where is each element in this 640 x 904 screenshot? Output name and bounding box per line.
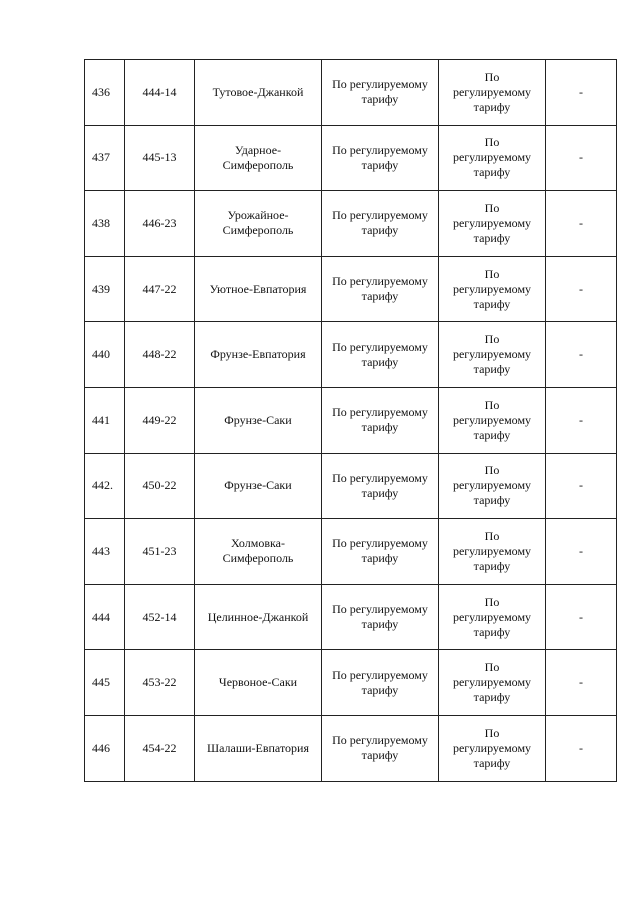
route-code-cell xyxy=(125,125,195,191)
table-row xyxy=(85,715,617,781)
note-cell-text: - xyxy=(579,675,583,690)
table-row xyxy=(85,387,617,453)
tariff-cell xyxy=(322,125,439,191)
tariff-alt-cell xyxy=(439,125,546,191)
row-number-cell xyxy=(85,650,125,716)
route-code-cell-text: 454-22 xyxy=(142,740,177,755)
note-cell xyxy=(546,322,617,388)
tariff-alt-cell xyxy=(439,191,546,257)
route-code-cell xyxy=(125,387,195,453)
route-code-cell xyxy=(125,650,195,716)
row-number-cell xyxy=(85,322,125,388)
route-name-cell xyxy=(195,519,322,585)
row-number-cell-text: 437 xyxy=(92,150,110,165)
tariff-alt-cell-text: По регулируемому тарифу xyxy=(452,200,532,245)
note-cell xyxy=(546,519,617,585)
note-cell-text: - xyxy=(579,281,583,296)
route-name-cell-text: Фрунзе-Евпатория xyxy=(210,347,306,362)
note-cell xyxy=(546,387,617,453)
row-number-cell-text: 443 xyxy=(92,543,110,558)
tariff-alt-cell xyxy=(439,322,546,388)
row-number-cell-text: 439 xyxy=(92,281,110,296)
row-number-cell xyxy=(85,519,125,585)
route-name-cell-text: Целинное-Джанкой xyxy=(207,609,309,624)
row-number-cell-text: 444 xyxy=(92,609,110,624)
routes-table-body xyxy=(85,60,617,782)
route-name-cell xyxy=(195,191,322,257)
tariff-alt-cell xyxy=(439,453,546,519)
note-cell-text: - xyxy=(579,609,583,624)
tariff-cell xyxy=(322,191,439,257)
row-number-cell xyxy=(85,584,125,650)
tariff-cell xyxy=(322,453,439,519)
row-number-cell-text: 438 xyxy=(92,215,110,230)
route-code-cell-text: 452-14 xyxy=(142,609,177,624)
route-code-cell xyxy=(125,322,195,388)
route-code-cell-text: 449-22 xyxy=(142,412,177,427)
note-cell xyxy=(546,650,617,716)
table-row xyxy=(85,191,617,257)
note-cell xyxy=(546,256,617,322)
route-code-cell-text: 450-22 xyxy=(142,478,177,493)
row-number-cell xyxy=(85,256,125,322)
tariff-cell-text: По регулируемому тарифу xyxy=(332,667,428,697)
tariff-alt-cell xyxy=(439,256,546,322)
tariff-cell-text: По регулируемому тарифу xyxy=(332,339,428,369)
note-cell xyxy=(546,60,617,126)
table-row xyxy=(85,256,617,322)
row-number-cell-text: 440 xyxy=(92,347,110,362)
tariff-cell-text: По регулируемому тарифу xyxy=(332,142,428,172)
tariff-cell-text: По регулируемому тарифу xyxy=(332,405,428,435)
row-number-cell xyxy=(85,60,125,126)
row-number-cell-text: 442. xyxy=(92,478,113,493)
tariff-cell-text: По регулируемому тарифу xyxy=(332,602,428,632)
tariff-alt-cell-text: По регулируемому тарифу xyxy=(452,332,532,377)
tariff-cell-text: По регулируемому тарифу xyxy=(332,77,428,107)
table-row xyxy=(85,453,617,519)
route-code-cell xyxy=(125,584,195,650)
row-number-cell-text: 441 xyxy=(92,412,110,427)
tariff-cell-text: По регулируемому тарифу xyxy=(332,733,428,763)
tariff-cell-text: По регулируемому тарифу xyxy=(332,208,428,238)
route-code-cell xyxy=(125,519,195,585)
tariff-cell-text: По регулируемому тарифу xyxy=(332,536,428,566)
route-name-cell-text: Ударное- Симферополь xyxy=(222,142,294,172)
route-name-cell-text: Фрунзе-Саки xyxy=(224,478,292,493)
tariff-cell xyxy=(322,650,439,716)
row-number-cell xyxy=(85,191,125,257)
note-cell-text: - xyxy=(579,150,583,165)
route-name-cell xyxy=(195,650,322,716)
row-number-cell-text: 436 xyxy=(92,84,110,99)
tariff-alt-cell-text: По регулируемому тарифу xyxy=(452,660,532,705)
tariff-alt-cell-text: По регулируемому тарифу xyxy=(452,135,532,180)
table-row xyxy=(85,322,617,388)
note-cell-text: - xyxy=(579,412,583,427)
tariff-alt-cell-text: По регулируемому тарифу xyxy=(452,397,532,442)
route-name-cell xyxy=(195,584,322,650)
document-page xyxy=(84,59,616,782)
tariff-cell xyxy=(322,322,439,388)
tariff-alt-cell-text: По регулируемому тарифу xyxy=(452,594,532,639)
tariff-alt-cell-text: По регулируемому тарифу xyxy=(452,69,532,114)
row-number-cell xyxy=(85,387,125,453)
route-name-cell-text: Тутовое-Джанкой xyxy=(212,84,304,99)
route-name-cell-text: Фрунзе-Саки xyxy=(224,412,292,427)
row-number-cell xyxy=(85,715,125,781)
table-row xyxy=(85,650,617,716)
note-cell xyxy=(546,125,617,191)
row-number-cell xyxy=(85,453,125,519)
routes-table xyxy=(84,59,617,782)
note-cell-text: - xyxy=(579,84,583,99)
tariff-cell xyxy=(322,715,439,781)
tariff-cell-text: По регулируемому тарифу xyxy=(332,274,428,304)
row-number-cell xyxy=(85,125,125,191)
table-row xyxy=(85,584,617,650)
tariff-alt-cell xyxy=(439,519,546,585)
route-name-cell xyxy=(195,715,322,781)
route-name-cell-text: Шалаши-Евпатория xyxy=(207,740,309,755)
tariff-alt-cell-text: По регулируемому тарифу xyxy=(452,266,532,311)
note-cell-text: - xyxy=(579,478,583,493)
note-cell-text: - xyxy=(579,740,583,755)
note-cell-text: - xyxy=(579,347,583,362)
tariff-alt-cell xyxy=(439,584,546,650)
route-code-cell xyxy=(125,60,195,126)
tariff-alt-cell-text: По регулируемому тарифу xyxy=(452,463,532,508)
route-name-cell-text: Червоное-Саки xyxy=(218,675,298,690)
tariff-alt-cell xyxy=(439,60,546,126)
route-code-cell-text: 445-13 xyxy=(142,150,177,165)
table-row xyxy=(85,519,617,585)
tariff-alt-cell-text: По регулируемому тарифу xyxy=(452,528,532,573)
tariff-cell-text: По регулируемому тарифу xyxy=(332,470,428,500)
route-code-cell-text: 448-22 xyxy=(142,347,177,362)
route-name-cell xyxy=(195,60,322,126)
route-code-cell xyxy=(125,715,195,781)
route-name-cell xyxy=(195,453,322,519)
tariff-alt-cell xyxy=(439,715,546,781)
route-name-cell-text: Холмовка- Симферополь xyxy=(222,536,294,566)
tariff-alt-cell xyxy=(439,387,546,453)
row-number-cell-text: 445 xyxy=(92,675,110,690)
route-name-cell xyxy=(195,387,322,453)
tariff-cell xyxy=(322,60,439,126)
route-code-cell xyxy=(125,256,195,322)
note-cell xyxy=(546,191,617,257)
note-cell-text: - xyxy=(579,215,583,230)
route-code-cell xyxy=(125,453,195,519)
tariff-alt-cell-text: По регулируемому тарифу xyxy=(452,725,532,770)
tariff-cell xyxy=(322,387,439,453)
note-cell xyxy=(546,453,617,519)
route-code-cell-text: 447-22 xyxy=(142,281,177,296)
tariff-cell xyxy=(322,584,439,650)
route-name-cell xyxy=(195,125,322,191)
note-cell xyxy=(546,584,617,650)
route-name-cell xyxy=(195,322,322,388)
tariff-cell xyxy=(322,519,439,585)
note-cell xyxy=(546,715,617,781)
route-code-cell-text: 446-23 xyxy=(142,215,177,230)
note-cell-text: - xyxy=(579,543,583,558)
route-code-cell-text: 453-22 xyxy=(142,675,177,690)
route-code-cell-text: 451-23 xyxy=(142,543,177,558)
route-name-cell-text: Урожайное- Симферополь xyxy=(222,208,294,238)
route-code-cell xyxy=(125,191,195,257)
tariff-alt-cell xyxy=(439,650,546,716)
table-row xyxy=(85,125,617,191)
tariff-cell xyxy=(322,256,439,322)
row-number-cell-text: 446 xyxy=(92,740,110,755)
route-code-cell-text: 444-14 xyxy=(142,84,177,99)
route-name-cell-text: Уютное-Евпатория xyxy=(209,281,307,296)
table-row xyxy=(85,60,617,126)
route-name-cell xyxy=(195,256,322,322)
